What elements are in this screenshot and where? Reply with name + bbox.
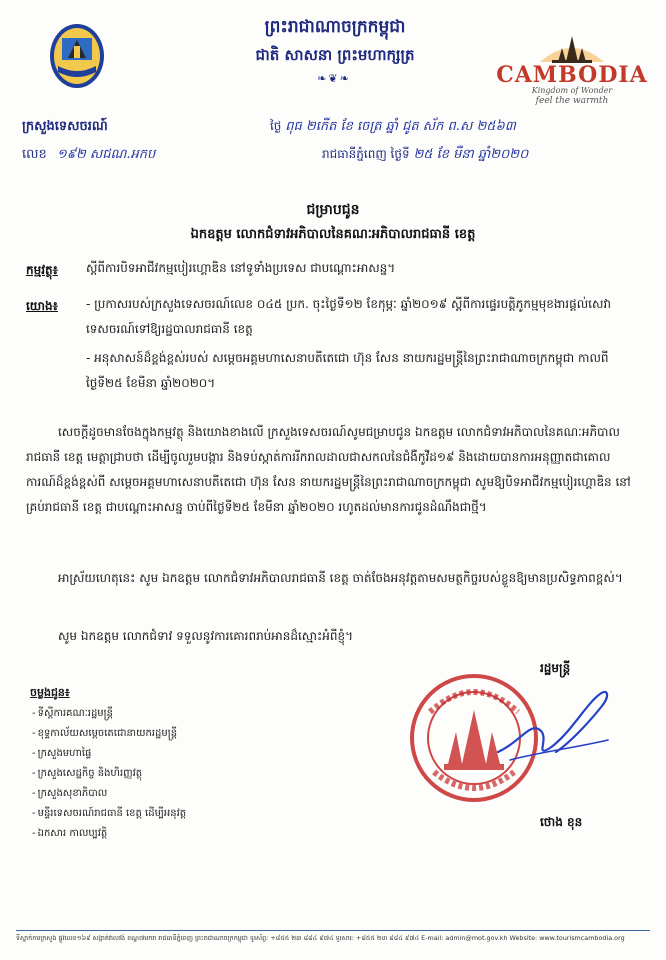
cc-item: - ខុទ្ទកាល័យសម្តេចតេជោនាយករដ្ឋមន្ត្រី [32,724,186,744]
reference-item-1: - ប្រកាសរបស់ក្រសួងទេសចរណ៍លេខ ០៤៥ ប្រក. ចុះថ្ងៃទី១២ ខែកុម្ភៈ ឆ្នាំ២០១៩ ស្តីពីការផ្ទេរបត្តិភូកម្មមុខងារផ្តល់សេវាទេសចរណ៍ទៅឱ្យរដ្ឋបាលរាជធានី ខេត្ត [86,297,612,336]
temple-icon [492,28,652,64]
cc-item: - មន្ទីរទេសចរណ៍រាជធានី ខេត្ត ដើម្បីអនុវត្ត [32,804,186,824]
cc-item: - ក្រសួងមហាផ្ទៃ [32,744,186,764]
reference-item-2: - អនុសាសន៍ដ៏ខ្ពង់ខ្ពស់របស់ សម្តេចអគ្គមហាសេនាបតីតេជោ ហ៊ុន សែន នាយករដ្ឋមន្ត្រីនៃព្រះរាជាណាចក្រកម្ពុជា កាលពីថ្ងៃទី២៥ ខែមីនា ឆ្នាំ២០២០។ [86,351,609,390]
solar-date-prefix: រាជធានីភ្នំពេញ ថ្ងៃទី [322,147,410,161]
brand-wordmark: CAMBODIA [496,62,648,88]
reference-label: លេខ [22,147,47,162]
notify-heading: ជម្រាបជូន [306,202,360,218]
reference-number [22,146,155,165]
cc-item: - ក្រសួងសេដ្ឋកិច្ច និងហិរញ្ញវត្ថុ [32,764,186,784]
cc-item: - ក្រសួងសុខាភិបាល [32,784,186,804]
ministry-name: ក្រសួងទេសចរណ៍ [22,119,108,134]
footer-divider [16,930,650,931]
national-motto: ជាតិ សាសនា ព្រះមហាក្សត្រ [255,46,415,64]
body-paragraph-1: សេចក្តីដូចមានចែងក្នុងកម្មវត្ថុ និងយោងខាងលើ ក្រសួងទេសចរណ៍សូមជម្រាបជូន ឯកឧត្តម លោកជំទាវអភិបាលនៃគណៈអភិបាលរាជធានី ខេត្ត មេត្តាជ្រាបថា ដើម្បីចូលរួមបង្ការ និងទប់ស្កាត់ការរីករាលដាលជាសកលនៃជំងឺកូវីដ១៩ និងដោយបានការអនុញ្ញាតជាគោលការណ៍ដ៏ខ្ពង់ខ្ពស់ពី សម្តេចអគ្គមហាសេនាបតីតេជោ ហ៊ុន សែន នាយករដ្ឋមន្ត្រីនៃព្រះរាជាណាចក្រកម្ពុជា សូមឱ្យបិទអាជីវកម្មបៀរហ្គោឌិន នៅគ្រប់រាជធានី ខេត្ត ជាបណ្តោះអាសន្ន ចាប់ពីថ្ងៃទី២៥ ខែមីនា ឆ្នាំ២០២០ រហូតដល់មានការជូនដំណឹងជាថ្មី។ [26,425,631,514]
kingdom-title: ព្រះរាជាណាចក្រកម្ពុជា [264,17,406,37]
lunar-date-value: ពុធ ២កើត ខែ ចេត្រ ឆ្នាំ ជូត ស័ក ព.ស ២៥៦៣ [285,119,516,134]
solar-date [322,146,528,165]
cc-list [32,704,186,844]
cambodia-brand-logo [492,28,652,108]
recipient-heading: ឯកឧត្តម លោកជំទាវអភិបាលនៃគណៈអភិបាលរាជធានី ខេត្ត [190,227,476,242]
lunar-date-prefix: ថ្ងៃ [270,119,282,133]
cc-item: - ឯកសារ កាលប្បវត្តិ [32,824,186,844]
footer-contact: ទីស្នាក់ការក្រសួង ផ្លូវលេខ១៦៩ សង្កាត់វាលវង់ ខណ្ឌ៧មករា រាជធានីភ្នំពេញ ព្រះរាជាណាចក្រកម្ពុជា ទូរស័ព្ទ: +៨៥៥ ២៣ ៨៨៤ ៩៧៤ ទូរសារ: +៨៥៥ ២៣ ៨៨៤ ៩៧៤ E-mail: admin@mot.gov.kh Website: www.tourismcambodia.org [16,934,625,942]
body-paragraph-2: អាស្រ័យហេតុនេះ សូម ឯកឧត្តម លោកជំទាវអភិបាលរាជធានី ខេត្ត ចាត់ចែងអនុវត្តតាមសមត្ថកិច្ចរបស់ខ្លួនឱ្យមានប្រសិទ្ធភាពខ្ពស់។ [58,571,623,585]
subject-label: កម្មវត្ថុ៖ [26,263,58,277]
body-paragraph-3: សូម ឯកឧត្តម លោកជំទាវ ទទួលនូវការគោរពរាប់អានដ៏ស្មោះអំពីខ្ញុំ។ [58,629,354,643]
reference-value: ១៩២ សជណ.អកប [56,147,156,162]
brand-tagline: Kingdom of Wonder [531,86,613,95]
signer-title: រដ្ឋមន្ត្រី [540,661,571,675]
lunar-date [270,118,516,137]
ministry-emblem-icon [48,22,106,92]
cc-item: - ទីស្តីការគណៈរដ្ឋមន្ត្រី [32,704,186,724]
signer-name: ថោង ខុន [540,815,583,829]
subject-text: ស្តីពីការបិទអាជីវកម្មបៀរហ្គោឌិន នៅទូទាំងប្រទេស ជាបណ្តោះអាសន្ន។ [86,261,396,275]
brand-slogan: feel the warmth [535,96,609,106]
header-ornament: ❧❦❧ [317,72,351,85]
handwritten-signature-icon [490,682,620,772]
reference-label-heading: យោង៖ [26,299,58,313]
cc-title: ចម្លងជូន៖ [30,686,70,699]
solar-date-value: ២៥ ខែ មីនា ឆ្នាំ២០២០ [413,147,529,162]
